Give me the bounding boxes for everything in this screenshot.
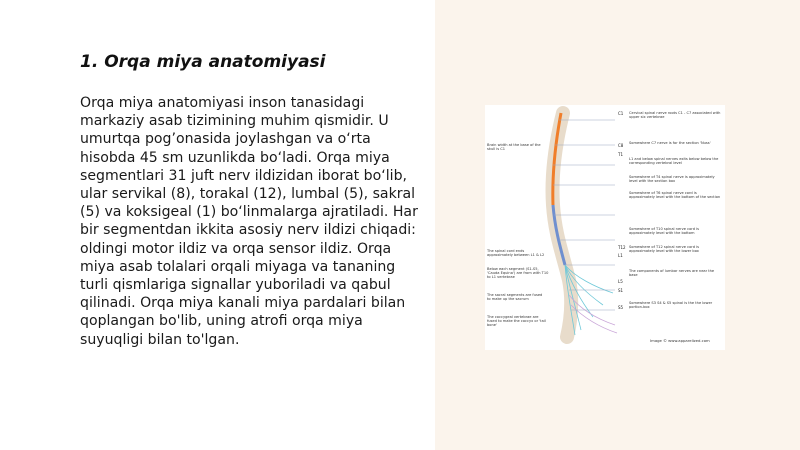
left-label: The sacral segments are fused to make up the sacrum bbox=[487, 293, 543, 302]
left-label: Brain width at the base of the skull is C1 bbox=[487, 143, 541, 152]
right-label: The components of lumbar nerves are near the base bbox=[629, 269, 715, 278]
image-credit: Image © www.apparelized.com bbox=[650, 338, 710, 343]
level-marker: T12 bbox=[618, 245, 626, 250]
right-label: Somewhere of T4 spinal nerve is approximately level with the section box bbox=[629, 175, 715, 184]
level-marker: C8 bbox=[618, 143, 624, 148]
right-label: Somewhere of T10 spinal nerve cord is approximately level with the bottom bbox=[629, 227, 699, 236]
level-marker: T1 bbox=[618, 152, 623, 157]
spinal-cord-diagram bbox=[485, 105, 725, 350]
left-label: The spinal cord ends approximately between L1 & L2 bbox=[487, 249, 545, 258]
slide-title: 1. Orqa miya anatomiyasi bbox=[80, 52, 326, 72]
right-label: Somewhere C7 nerve is for the section 'Nuss' bbox=[629, 141, 711, 145]
right-label: Cervical spinal nerve roots C1 - C7 associated with upper six vertebrae bbox=[629, 111, 721, 120]
left-label: Below each segment (S1-S5, 'Cauda Equina') are from with T10 to L1 vertebrae bbox=[487, 267, 549, 280]
level-marker: C1 bbox=[618, 111, 624, 116]
right-label: Somewhere of T6 spinal nerve cord is approximately level with the bottom of the section bbox=[629, 191, 721, 200]
level-marker: L1 bbox=[618, 253, 623, 258]
right-label: Somewhere S3 S4 & S5 spinal is the the lower portion-box bbox=[629, 301, 713, 310]
right-label: L1 and below spinal nerves exits below below the corresponding vertebral level bbox=[629, 157, 719, 166]
level-marker: L5 bbox=[618, 279, 623, 284]
level-marker: S1 bbox=[618, 288, 624, 293]
left-label: The coccygeal vertebrae are fused to make the coccyx or 'tail bone' bbox=[487, 315, 546, 328]
right-label: Somewhere of T12 spinal nerve cord is approximately level with the lower box bbox=[629, 245, 699, 254]
slide-paragraph: Orqa miya anatomiyasi inson tanasidagi markaziy asab tizimining muhim qismidir. U umurtqa pog’onasida joylashgan va o‘rta hisobda 45 sm uzunlikda bo‘ladi. Orqa miya segmentlari 31 juft nerv ildizidan iborat bo‘lib, ular servikal (8), torakal (12), lumbal (5), sakral (5) va koksigeal (1) bo‘linmalarga ajratiladi. Har bir segmentdan ikkita asosiy nerv ildizi chiqadi: oldingi motor ildiz va orqa sensor ildiz. Orqa miya asab tolalari orqali miyaga va tananing turli qismlariga signallar yuboriladi va qabul qilinadi. Orqa miya kanali miya pardalari bilan qoplangan bo'lib, uning atrofi orqa miya suyuqligi bilan to'lgan. bbox=[80, 95, 418, 348]
level-marker: S5 bbox=[618, 305, 624, 310]
